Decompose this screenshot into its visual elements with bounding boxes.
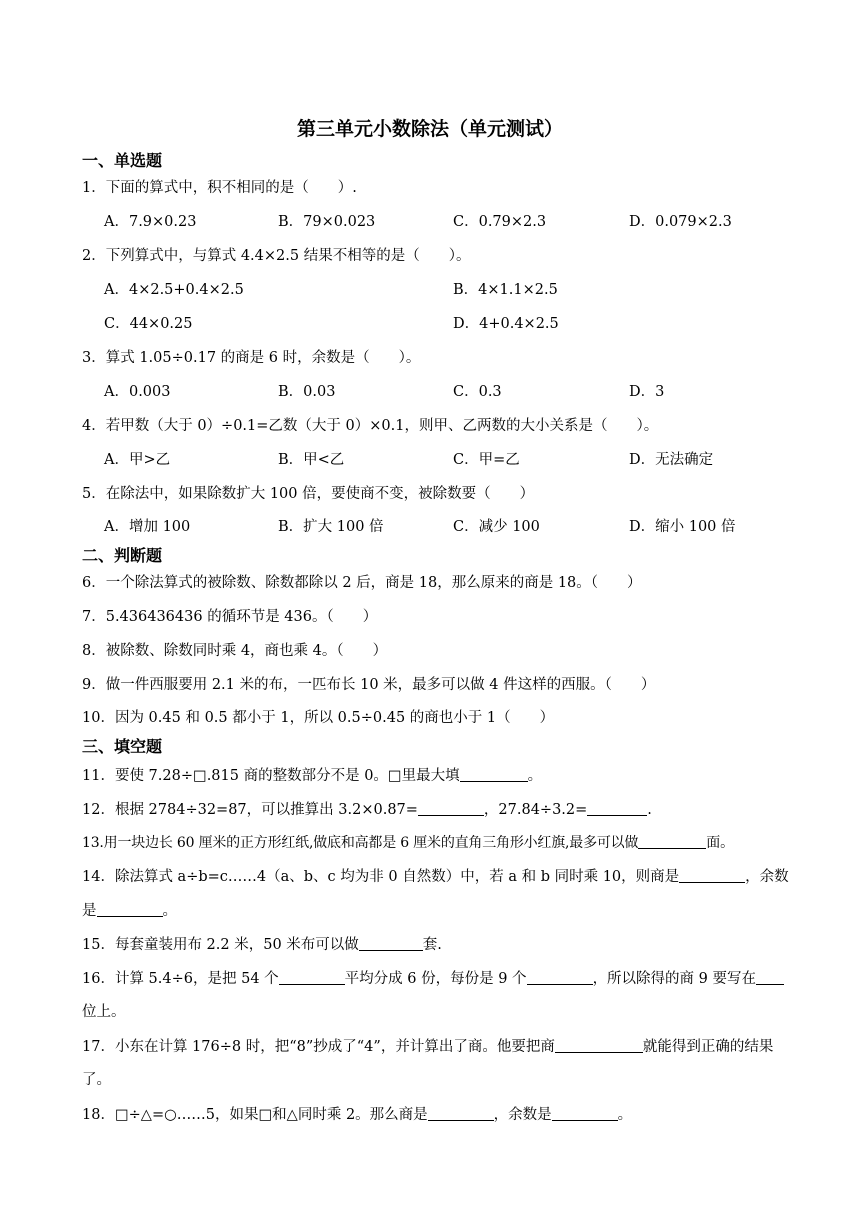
question-11 — [82, 765, 542, 786]
question-5-option-d: D．缩小 100 倍 — [629, 519, 736, 535]
question-12-text: 12．根据 2784÷32=87，可以推算出 3.2×0.87= — [82, 802, 418, 818]
answer-blank[interactable] — [527, 968, 593, 985]
question-14-line-2 — [82, 900, 177, 921]
question-14-tail: 。 — [162, 903, 177, 919]
section-heading-true-false: 二、判断题 — [82, 546, 163, 565]
question-1-option-a: A．7.9×0.23 — [104, 214, 197, 230]
question-15-text: 15．每套童装用布 2.2 米，50 米布可以做 — [82, 937, 359, 953]
question-18-text: 18．□÷△=○……5，如果□和△同时乘 2。那么商是 — [82, 1107, 428, 1123]
page-title: 第三单元小数除法（单元测试） — [296, 118, 563, 140]
question-12-tail: . — [647, 802, 652, 818]
question-16-mid-1: 平均分成 6 份，每份是 9 个 — [344, 971, 527, 987]
question-5-option-a: A．增加 100 — [104, 519, 191, 535]
question-14-text: 14．除法算式 a÷b=c……4（a、b、c 均为非 0 自然数）中，若 a 和 b 同时乘 10，则商是 — [82, 869, 680, 885]
answer-blank[interactable] — [359, 934, 423, 951]
question-12-mid: ，27.84÷3.2= — [483, 802, 588, 818]
question-2-stem: 2．下列算式中，与算式 4.4×2.5 结果不相等的是（ ）。 — [82, 248, 471, 264]
section-heading-single-choice: 一、单选题 — [82, 151, 163, 170]
question-13-tail: 面。 — [706, 835, 734, 851]
question-5-option-c: C．减少 100 — [453, 519, 540, 535]
question-17-text: 17．小东在计算 176÷8 时，把“8”抄成了“4”，并计算出了商。他要把商 — [82, 1039, 555, 1055]
question-3-option-d: D．3 — [629, 384, 665, 400]
question-11-tail: 。 — [527, 768, 543, 784]
question-1-stem: 1．下面的算式中，积不相同的是（ ）. — [82, 180, 357, 196]
answer-blank[interactable] — [460, 765, 528, 782]
question-17-mid: 就能得到正确的结果 — [642, 1039, 774, 1055]
question-9: 9．做一件西服要用 2.1 米的布，一匹布长 10 米，最多可以做 4 件这样的西服。（ ） — [82, 677, 656, 693]
question-7: 7．5.436436436 的循环节是 436。（ ） — [82, 609, 378, 625]
question-4-option-c: C．甲=乙 — [453, 452, 520, 468]
question-16-line-2 — [82, 1002, 126, 1022]
question-3-stem: 3．算式 1.05÷0.17 的商是 6 时，余数是（ ）。 — [82, 350, 421, 366]
question-15 — [82, 934, 442, 955]
section-heading-fill-in: 三、填空题 — [82, 737, 163, 756]
question-10: 10．因为 0.45 和 0.5 都小于 1，所以 0.5÷0.45 的商也小于 1（ ） — [82, 710, 555, 726]
question-2-option-d: D．4+0.4×2.5 — [453, 316, 559, 332]
answer-blank[interactable] — [428, 1104, 494, 1121]
question-8: 8．被除数、除数同时乘 4，商也乘 4。（ ） — [82, 643, 388, 659]
question-15-tail: 套. — [422, 937, 442, 953]
question-13-text: 13.用一块边长 60 厘米的正方形红纸,做底和高都是 6 厘米的直角三角形小红旗,最多可以做 — [82, 835, 639, 851]
question-4-stem: 4．若甲数（大于 0）÷0.1=乙数（大于 0）×0.1，则甲、乙两数的大小关系是（ ）。 — [82, 418, 659, 434]
question-18 — [82, 1104, 632, 1125]
answer-blank[interactable] — [552, 1104, 618, 1121]
question-11-text: 11．要使 7.28÷□.815 商的整数部分不是 0。□里最大填 — [82, 768, 460, 784]
question-6: 6．一个除法算式的被除数、除数都除以 2 后，商是 18，那么原来的商是 18。（ ） — [82, 575, 642, 591]
question-16-tail: 位上。 — [82, 1004, 126, 1020]
question-16-mid-2: ，所以除得的商 9 要写在 — [592, 971, 757, 987]
question-4-option-b: B．甲<乙 — [278, 452, 345, 468]
answer-blank[interactable] — [638, 832, 706, 849]
question-2-option-b: B．4×1.1×2.5 — [453, 282, 558, 298]
answer-blank[interactable] — [587, 799, 647, 816]
question-18-tail: 。 — [617, 1107, 633, 1123]
question-3-option-a: A．0.003 — [104, 384, 171, 400]
answer-blank[interactable] — [279, 968, 345, 985]
question-14-cont: 是 — [82, 903, 97, 919]
question-18-mid: ，余数是 — [493, 1107, 552, 1123]
question-4-option-d: D．无法确定 — [629, 452, 714, 468]
question-2-option-a: A．4×2.5+0.4×2.5 — [104, 282, 244, 298]
question-13 — [82, 832, 734, 853]
question-17-line-1 — [82, 1036, 773, 1057]
question-1-option-c: C．0.79×2.3 — [453, 214, 547, 230]
answer-blank[interactable] — [679, 866, 745, 883]
question-1-option-d: D．0.079×2.3 — [629, 214, 732, 230]
question-2-option-c: C．44×0.25 — [104, 316, 193, 332]
question-14-mid: ，余数 — [745, 869, 789, 885]
question-14-line-1 — [82, 866, 789, 887]
question-5-option-b: B．扩大 100 倍 — [278, 519, 384, 535]
question-17-line-2 — [82, 1070, 111, 1090]
answer-blank[interactable] — [418, 799, 484, 816]
question-4-option-a: A．甲>乙 — [104, 452, 171, 468]
answer-blank[interactable] — [756, 968, 784, 985]
answer-blank[interactable] — [97, 900, 163, 917]
question-1-option-b: B．79×0.023 — [278, 214, 376, 230]
question-12 — [82, 799, 652, 820]
question-16-text: 16．计算 5.4÷6，是把 54 个 — [82, 971, 279, 987]
question-5-stem: 5．在除法中，如果除数扩大 100 倍，要使商不变，被除数要（ ） — [82, 486, 535, 502]
question-17-tail: 了。 — [82, 1072, 111, 1088]
question-3-option-c: C．0.3 — [453, 384, 502, 400]
question-16-line-1 — [82, 968, 784, 989]
question-3-option-b: B．0.03 — [278, 384, 336, 400]
answer-blank[interactable] — [555, 1036, 643, 1053]
